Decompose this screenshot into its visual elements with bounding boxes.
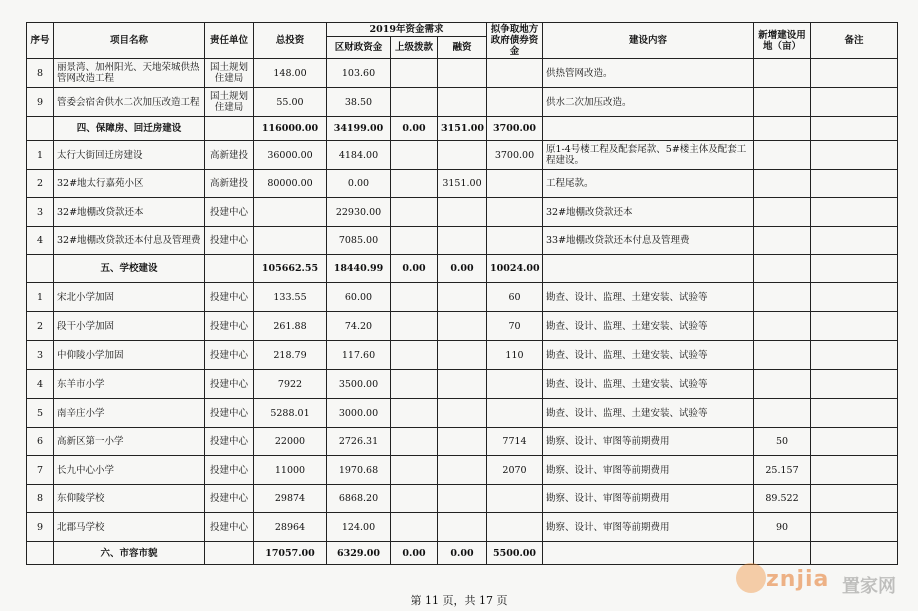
cell-bond: 3700.00 <box>487 117 543 141</box>
cell-seq: 9 <box>27 513 54 542</box>
cell-finance <box>438 485 487 513</box>
cell-superior <box>391 141 438 170</box>
cell-superior <box>391 341 438 370</box>
cell-superior <box>391 227 438 255</box>
cell-finance: 0.00 <box>438 542 487 565</box>
cell-unit: 投建中心 <box>205 312 254 341</box>
table-row <box>27 170 898 198</box>
cell-total: 28964 <box>254 513 327 542</box>
cell-remark <box>811 456 898 485</box>
watermark-chinese: 置家网 <box>842 576 896 597</box>
cell-unit: 投建中心 <box>205 198 254 227</box>
cell-total: 29874 <box>254 485 327 513</box>
cell-district: 18440.99 <box>327 255 391 283</box>
cell-land: 89.522 <box>754 485 811 513</box>
cell-unit: 投建中心 <box>205 341 254 370</box>
cell-land <box>754 399 811 428</box>
cell-finance <box>438 399 487 428</box>
cell-remark <box>811 227 898 255</box>
cell-remark <box>811 117 898 141</box>
cell-remark <box>811 198 898 227</box>
col-header-seq: 序号 <box>27 23 54 59</box>
table-row <box>27 283 898 312</box>
cell-total <box>254 198 327 227</box>
cell-seq: 8 <box>27 59 54 88</box>
cell-name: 东羊市小学 <box>54 370 205 399</box>
cell-land <box>754 227 811 255</box>
cell-superior <box>391 283 438 312</box>
watermark-logo <box>736 559 904 603</box>
col-header-name: 项目名称 <box>54 23 205 59</box>
cell-remark <box>811 485 898 513</box>
table-row <box>27 485 898 513</box>
cell-seq: 4 <box>27 370 54 399</box>
cell-content: 工程尾款。 <box>543 170 754 198</box>
cell-content: 勘查、设计、监理、土建安装、试验等 <box>543 399 754 428</box>
cell-name: 南辛庄小学 <box>54 399 205 428</box>
cell-finance: 0.00 <box>438 255 487 283</box>
cell-content: 勘查、设计、监理、土建安装、试验等 <box>543 312 754 341</box>
table-row <box>27 456 898 485</box>
cell-name: 中仰陵小学加固 <box>54 341 205 370</box>
table-row <box>27 141 898 170</box>
cell-bond <box>487 170 543 198</box>
cell-bond <box>487 485 543 513</box>
cell-superior: 0.00 <box>391 117 438 141</box>
cell-total: 17057.00 <box>254 542 327 565</box>
cell-remark <box>811 141 898 170</box>
cell-unit: 投建中心 <box>205 428 254 456</box>
cell-seq: 3 <box>27 198 54 227</box>
cell-total: 148.00 <box>254 59 327 88</box>
cell-unit: 投建中心 <box>205 370 254 399</box>
cell-name: 32#地棚改贷款还本付息及管理费 <box>54 227 205 255</box>
cell-name: 宋北小学加固 <box>54 283 205 312</box>
cell-bond <box>487 59 543 88</box>
cell-district: 103.60 <box>327 59 391 88</box>
cell-content: 33#地棚改贷款还本付息及管理费 <box>543 227 754 255</box>
cell-name: 北郡马学校 <box>54 513 205 542</box>
cell-remark <box>811 88 898 117</box>
cell-total: 105662.55 <box>254 255 327 283</box>
section-row <box>27 117 898 141</box>
cell-bond <box>487 513 543 542</box>
cell-total: 11000 <box>254 456 327 485</box>
cell-bond: 60 <box>487 283 543 312</box>
cell-name: 管委会宿舍供水二次加压改造工程 <box>54 88 205 117</box>
cell-bond <box>487 399 543 428</box>
table-row <box>27 227 898 255</box>
cell-superior <box>391 456 438 485</box>
cell-total: 133.55 <box>254 283 327 312</box>
cell-remark <box>811 59 898 88</box>
fund-table <box>26 22 898 565</box>
cell-total: 7922 <box>254 370 327 399</box>
col-header-fund-group: 2019年资金需求 <box>327 23 487 37</box>
cell-finance <box>438 456 487 485</box>
cell-land <box>754 59 811 88</box>
cell-name: 太行大街回迁房建设 <box>54 141 205 170</box>
cell-content: 勘查、设计、监理、土建安装、试验等 <box>543 341 754 370</box>
table-row <box>27 341 898 370</box>
table-body <box>27 59 898 565</box>
cell-unit <box>205 542 254 565</box>
cell-district: 124.00 <box>327 513 391 542</box>
cell-finance <box>438 283 487 312</box>
cell-finance <box>438 59 487 88</box>
cell-superior <box>391 513 438 542</box>
cell-finance <box>438 428 487 456</box>
page-footer: 第 11 页，共 17 页 <box>410 594 508 607</box>
cell-remark <box>811 513 898 542</box>
cell-land <box>754 370 811 399</box>
cell-unit <box>205 117 254 141</box>
cell-unit: 高新建投 <box>205 141 254 170</box>
cell-total: 80000.00 <box>254 170 327 198</box>
cell-finance <box>438 198 487 227</box>
table-row <box>27 370 898 399</box>
section-title: 五、学校建设 <box>54 255 205 283</box>
cell-seq: 5 <box>27 399 54 428</box>
cell-district: 2726.31 <box>327 428 391 456</box>
col-header-bond: 拟争取地方政府债券资金 <box>487 23 543 59</box>
cell-district: 38.50 <box>327 88 391 117</box>
watermark-latin: znjia <box>766 567 830 592</box>
cell-content <box>543 255 754 283</box>
cell-seq: 6 <box>27 428 54 456</box>
col-header-land: 新增建设用地（亩） <box>754 23 811 59</box>
cell-finance: 3151.00 <box>438 170 487 198</box>
cell-content: 勘查、设计、监理、土建安装、试验等 <box>543 370 754 399</box>
cell-bond <box>487 198 543 227</box>
cell-total <box>254 227 327 255</box>
cell-seq: 8 <box>27 485 54 513</box>
cell-land <box>754 170 811 198</box>
cell-seq: 2 <box>27 170 54 198</box>
table-row <box>27 312 898 341</box>
col-header-total: 总投资 <box>254 23 327 59</box>
section-title: 四、保障房、回迁房建设 <box>54 117 205 141</box>
cell-unit: 投建中心 <box>205 227 254 255</box>
cell-finance <box>438 227 487 255</box>
col-header-unit: 责任单位 <box>205 23 254 59</box>
cell-district: 3500.00 <box>327 370 391 399</box>
cell-remark <box>811 428 898 456</box>
cell-name: 段干小学加固 <box>54 312 205 341</box>
cell-superior <box>391 370 438 399</box>
cell-name: 高新区第一小学 <box>54 428 205 456</box>
cell-total: 218.79 <box>254 341 327 370</box>
col-header-district: 区财政资金 <box>327 37 391 59</box>
col-header-remark: 备注 <box>811 23 898 59</box>
table-row <box>27 88 898 117</box>
table-row <box>27 59 898 88</box>
cell-total: 36000.00 <box>254 141 327 170</box>
cell-land <box>754 198 811 227</box>
cell-total: 5288.01 <box>254 399 327 428</box>
cell-unit: 投建中心 <box>205 456 254 485</box>
col-header-finance: 融资 <box>438 37 487 59</box>
cell-district: 0.00 <box>327 170 391 198</box>
logo-mark-icon <box>736 563 766 593</box>
cell-content: 勘察、设计、审图等前期费用 <box>543 513 754 542</box>
cell-unit: 国土规划住建局 <box>205 59 254 88</box>
cell-unit: 投建中心 <box>205 485 254 513</box>
cell-name: 东仰陵学校 <box>54 485 205 513</box>
cell-unit: 投建中心 <box>205 513 254 542</box>
cell-total: 261.88 <box>254 312 327 341</box>
cell-unit: 投建中心 <box>205 283 254 312</box>
cell-seq: 3 <box>27 341 54 370</box>
cell-district: 1970.68 <box>327 456 391 485</box>
cell-land: 50 <box>754 428 811 456</box>
cell-district: 4184.00 <box>327 141 391 170</box>
cell-seq: 9 <box>27 88 54 117</box>
cell-land <box>754 255 811 283</box>
cell-superior <box>391 198 438 227</box>
section-row <box>27 255 898 283</box>
cell-bond: 110 <box>487 341 543 370</box>
table-row <box>27 513 898 542</box>
cell-superior: 0.00 <box>391 255 438 283</box>
cell-land <box>754 341 811 370</box>
cell-bond: 7714 <box>487 428 543 456</box>
cell-land <box>754 283 811 312</box>
cell-bond: 10024.00 <box>487 255 543 283</box>
cell-content: 勘察、设计、审图等前期费用 <box>543 456 754 485</box>
cell-district: 6329.00 <box>327 542 391 565</box>
cell-district: 74.20 <box>327 312 391 341</box>
cell-bond: 2070 <box>487 456 543 485</box>
cell-district: 7085.00 <box>327 227 391 255</box>
cell-unit: 投建中心 <box>205 399 254 428</box>
cell-remark <box>811 255 898 283</box>
cell-land: 25.157 <box>754 456 811 485</box>
cell-remark <box>811 341 898 370</box>
cell-bond <box>487 88 543 117</box>
cell-bond: 5500.00 <box>487 542 543 565</box>
cell-bond: 70 <box>487 312 543 341</box>
cell-seq: 7 <box>27 456 54 485</box>
cell-district: 6868.20 <box>327 485 391 513</box>
cell-total: 116000.00 <box>254 117 327 141</box>
cell-land <box>754 117 811 141</box>
cell-total: 55.00 <box>254 88 327 117</box>
cell-district: 117.60 <box>327 341 391 370</box>
cell-seq: 1 <box>27 283 54 312</box>
cell-seq: 4 <box>27 227 54 255</box>
cell-finance <box>438 141 487 170</box>
cell-finance <box>438 513 487 542</box>
cell-remark <box>811 170 898 198</box>
cell-name: 32#地棚改贷款还本 <box>54 198 205 227</box>
cell-content <box>543 542 754 565</box>
cell-district: 3000.00 <box>327 399 391 428</box>
cell-seq <box>27 117 54 141</box>
cell-superior <box>391 428 438 456</box>
cell-finance <box>438 88 487 117</box>
cell-name: 丽景湾、加州阳光、天地荣城供热管网改造工程 <box>54 59 205 88</box>
cell-finance <box>438 312 487 341</box>
cell-seq: 1 <box>27 141 54 170</box>
cell-land <box>754 312 811 341</box>
cell-bond: 3700.00 <box>487 141 543 170</box>
cell-superior <box>391 399 438 428</box>
cell-bond <box>487 370 543 399</box>
cell-unit: 国土规划住建局 <box>205 88 254 117</box>
cell-district: 22930.00 <box>327 198 391 227</box>
cell-content: 勘察、设计、审图等前期费用 <box>543 428 754 456</box>
cell-content: 32#地棚改贷款还本 <box>543 198 754 227</box>
cell-seq <box>27 542 54 565</box>
col-header-superior: 上级拨款 <box>391 37 438 59</box>
cell-content: 供水二次加压改造。 <box>543 88 754 117</box>
table-row <box>27 399 898 428</box>
cell-remark <box>811 399 898 428</box>
cell-unit <box>205 255 254 283</box>
cell-superior <box>391 59 438 88</box>
cell-finance <box>438 370 487 399</box>
cell-finance <box>438 341 487 370</box>
cell-name: 长九中心小学 <box>54 456 205 485</box>
cell-land <box>754 88 811 117</box>
cell-superior <box>391 88 438 117</box>
cell-total: 22000 <box>254 428 327 456</box>
cell-remark <box>811 312 898 341</box>
cell-remark <box>811 283 898 312</box>
cell-seq <box>27 255 54 283</box>
cell-superior: 0.00 <box>391 542 438 565</box>
cell-land <box>754 141 811 170</box>
section-title: 六、市容市貌 <box>54 542 205 565</box>
cell-finance: 3151.00 <box>438 117 487 141</box>
cell-superior <box>391 170 438 198</box>
cell-superior <box>391 312 438 341</box>
cell-district: 60.00 <box>327 283 391 312</box>
table-row <box>27 428 898 456</box>
cell-district: 34199.00 <box>327 117 391 141</box>
cell-land: 90 <box>754 513 811 542</box>
cell-seq: 2 <box>27 312 54 341</box>
cell-content: 供热管网改造。 <box>543 59 754 88</box>
cell-content: 勘察、设计、审图等前期费用 <box>543 485 754 513</box>
cell-bond <box>487 227 543 255</box>
cell-name: 32#地太行嘉苑小区 <box>54 170 205 198</box>
table-row <box>27 198 898 227</box>
cell-superior <box>391 485 438 513</box>
cell-content: 原1-4号楼工程及配套尾款、5#楼主体及配套工程建设。 <box>543 141 754 170</box>
col-header-content: 建设内容 <box>543 23 754 59</box>
cell-unit: 高新建投 <box>205 170 254 198</box>
cell-remark <box>811 370 898 399</box>
cell-content <box>543 117 754 141</box>
cell-content: 勘查、设计、监理、土建安装、试验等 <box>543 283 754 312</box>
